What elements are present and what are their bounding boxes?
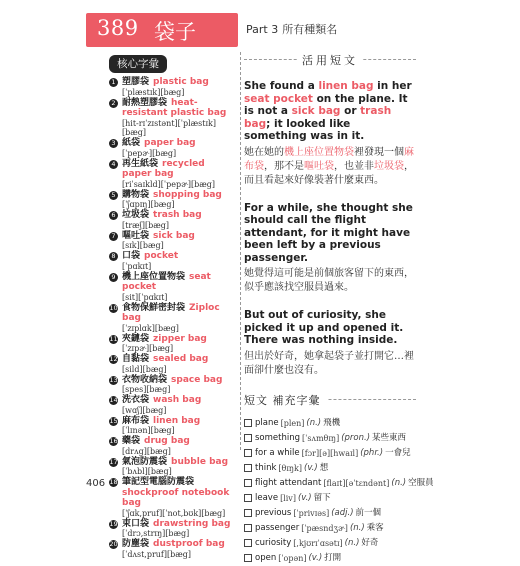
vocab-row	[109, 303, 237, 324]
vocab-chinese: 耐熱塑膠袋	[122, 97, 168, 108]
supplement-phonetic: [ˈprivɪəs]	[293, 508, 330, 518]
vocab-text	[122, 334, 207, 345]
supplement-english: something	[255, 432, 301, 443]
vocab-text	[122, 457, 228, 468]
highlighted-term: 機上座位置物袋	[284, 146, 354, 158]
vocab-text	[122, 138, 196, 149]
vocab-phonetic: [ˈdʌst,pruf][bæg]	[122, 549, 192, 559]
vocab-chinese: 衣物收納袋	[122, 374, 168, 385]
vocab-row	[109, 98, 237, 119]
vocab-row	[109, 519, 237, 530]
vocab-row	[109, 210, 237, 221]
vocab-row	[109, 416, 237, 427]
paragraph-text: or	[340, 105, 361, 117]
vocab-row	[109, 159, 237, 180]
vocab-phonetic: [ˈbʌbl][bæg]	[122, 467, 172, 476]
checkbox-icon	[244, 494, 252, 502]
vocab-phonetic: [ˈdrɔ,strɪŋ][bæg]	[122, 529, 190, 538]
part-category: 所有種類名	[282, 23, 338, 36]
vocab-item	[109, 251, 237, 271]
vocab-phonetic: [wɑʃ][bæg]	[122, 405, 167, 415]
supplement-english: plane	[255, 417, 279, 428]
supplement-item	[244, 461, 416, 476]
supplement-chinese: 前一個	[355, 507, 382, 518]
supplement-pos: (pron.)	[341, 432, 371, 443]
vocab-english: seat pocket	[122, 271, 211, 292]
supplement-item	[244, 521, 416, 536]
supplement-phonetic: [ˈpæsndʒɚ]	[301, 523, 348, 533]
reading-paragraph	[244, 202, 416, 296]
vocab-phonetic: [ˈpɑkɪt]	[122, 261, 152, 271]
supplement-pos: (v.)	[297, 492, 312, 503]
vocab-number: 17	[109, 457, 118, 466]
paragraph-text: 她在她的	[244, 146, 284, 158]
vocab-english: shopping bag	[153, 189, 222, 200]
paragraph-text: 她覺得這可能是前個旅客留下的東西，似乎應該找空服員過來。	[244, 268, 414, 293]
supplement-item	[244, 446, 416, 461]
highlighted-term: 麻布袋	[244, 146, 414, 172]
vocab-item	[109, 210, 237, 230]
supplement-item	[244, 431, 416, 446]
supplement-english: previous	[255, 507, 292, 518]
vocab-text	[122, 98, 237, 119]
vocab-chinese: 自黏袋	[122, 354, 150, 364]
supplement-item	[244, 476, 434, 491]
vocab-number: 5	[109, 191, 118, 200]
reading-paragraphs	[244, 80, 416, 378]
vocab-item	[109, 190, 237, 210]
vocab-number: 4	[109, 160, 118, 169]
supplement-chinese: 乘客	[366, 522, 384, 533]
supplement-vocab-list	[244, 416, 434, 566]
reading-paragraph	[244, 309, 416, 378]
vocab-phonetic: [sit][ˈpɑkɪt]	[122, 292, 168, 302]
vocab-number: 7	[109, 232, 118, 241]
vocab-row	[109, 190, 237, 201]
vocab-number: 19	[109, 519, 118, 528]
supplement-item	[244, 506, 416, 521]
vocab-text	[122, 436, 190, 447]
paragraph-text: ，也並非	[334, 160, 374, 172]
supplement-english: passenger	[255, 522, 300, 533]
vocab-phonetic: [ˈzɪplɑk][bæg]	[122, 323, 179, 333]
supplement-pos: (adj.)	[331, 507, 354, 518]
supplement-english: flight attendant	[255, 477, 322, 488]
vocab-text	[122, 375, 222, 386]
vocab-text	[122, 354, 208, 365]
vocab-text	[122, 231, 195, 242]
vocab-phonetic: [spes][bæg]	[122, 385, 171, 394]
supplement-section-title: 短文 補充字彙	[244, 392, 416, 408]
checkbox-icon	[244, 464, 252, 472]
vocab-english: space bag	[171, 374, 223, 385]
part-label	[246, 21, 337, 37]
vocab-text	[122, 272, 237, 293]
supplement-english: think	[255, 462, 277, 473]
checkbox-icon	[244, 539, 252, 547]
paragraph-chinese	[244, 350, 416, 378]
supplement-pos: (n.)	[349, 522, 365, 533]
vocab-number: 18	[109, 478, 118, 487]
paragraph-text: 裡發現一個	[354, 146, 404, 158]
paragraph-text: 但出於好奇，她拿起袋子並打開它…裡面卻什麼也沒有。	[244, 350, 414, 376]
vocab-number: 14	[109, 396, 118, 405]
supplement-pos: (v.)	[304, 462, 318, 473]
vocab-chinese: 麻布袋	[122, 415, 150, 426]
vocab-item	[109, 159, 237, 190]
supplement-chinese: 打開	[324, 552, 342, 563]
vocab-chinese: 夾鏈袋	[122, 333, 150, 344]
vocab-row	[109, 231, 237, 242]
vocab-phonetic: [riˈsaɪkld][ˈpepɚ][bæg]	[122, 179, 215, 189]
reading-column	[244, 52, 434, 566]
checkbox-icon	[244, 434, 252, 442]
supplement-phonetic: [,kjʊrɪˈɑsətɪ]	[293, 538, 343, 548]
vocab-number: 13	[109, 375, 118, 384]
paragraph-chinese	[244, 267, 416, 295]
vocab-row	[109, 334, 237, 345]
paragraph-text: ，而且看起來好像裝著什麼東西。	[244, 160, 414, 186]
vocab-english: paper bag	[144, 138, 196, 148]
vocab-number: 8	[109, 252, 118, 261]
vocab-row	[109, 436, 237, 447]
vocab-number: 2	[109, 99, 118, 108]
vocab-item	[109, 436, 237, 456]
vocab-number: 3	[109, 139, 118, 148]
paragraph-text: ; it looked like something was in it.	[244, 117, 365, 142]
paragraph-english	[244, 309, 416, 347]
vocab-phonetic: [sild][bæg]	[122, 364, 167, 374]
vocab-text	[122, 159, 237, 180]
vocab-number: 20	[109, 540, 118, 549]
vocab-number: 12	[109, 355, 118, 364]
vocab-chinese: 塑膠袋	[122, 77, 150, 87]
paragraph-chinese	[244, 146, 416, 188]
supplement-item	[244, 491, 416, 506]
vocab-english: drawstring bag	[153, 518, 231, 529]
highlighted-term: trash bag	[244, 105, 392, 130]
vocab-chinese: 垃圾袋	[122, 210, 150, 220]
highlighted-term: linen bag	[318, 80, 374, 92]
vocab-english: pocket	[144, 251, 179, 261]
vocab-number: 11	[109, 334, 118, 343]
column-divider	[240, 52, 241, 450]
supplement-chinese: 想	[319, 462, 329, 473]
vocab-item	[109, 231, 237, 251]
vocab-chinese: 束口袋	[122, 518, 150, 529]
vocab-number: 15	[109, 416, 118, 425]
supplement-chinese: 好奇	[361, 537, 379, 548]
vocab-phonetic: [hit-rɪˈzɪstənt][ˈplæstɪk][bæg]	[122, 118, 217, 137]
vocab-chinese: 口袋	[122, 251, 141, 261]
supplement-chinese: 留下	[313, 492, 331, 503]
paragraph-text: She found a	[244, 80, 319, 92]
vocab-chinese: 購物袋	[122, 189, 150, 200]
paragraph-english	[244, 202, 416, 265]
vocab-text	[122, 251, 178, 262]
vocab-row	[109, 395, 237, 406]
vocab-english: sealed bag	[153, 354, 209, 364]
vocab-chinese: 氣泡防震袋	[122, 456, 168, 467]
vocab-item	[109, 519, 237, 539]
vocab-item	[109, 354, 237, 374]
vocab-item	[109, 334, 237, 354]
vocab-row	[109, 354, 237, 365]
vocab-english: sick bag	[153, 230, 195, 241]
supplement-english: open	[255, 552, 277, 563]
vocab-english: heat-resistant plastic bag	[122, 97, 227, 118]
vocab-row	[109, 77, 237, 88]
vocab-chinese: 食物保鮮密封袋	[122, 302, 186, 313]
vocab-text	[122, 210, 202, 221]
vocab-text	[122, 519, 230, 530]
paragraph-text: ，那不是	[264, 160, 304, 172]
vocab-english: linen bag	[153, 415, 201, 426]
reading-section-title: 活用短文	[244, 52, 416, 68]
vocab-english: drug bag	[144, 436, 190, 446]
highlighted-term: sick bag	[291, 105, 341, 117]
vocab-number: 9	[109, 273, 118, 282]
supplement-item	[244, 416, 416, 431]
vocab-number: 10	[109, 303, 118, 312]
supplement-pos: (v.)	[308, 552, 323, 563]
supplement-pos: (n.)	[344, 537, 360, 548]
vocab-number: 1	[109, 78, 118, 87]
vocab-item	[109, 77, 237, 97]
vocab-row	[109, 477, 237, 509]
supplement-chinese: 空服員	[408, 477, 434, 488]
vocab-item	[109, 395, 237, 415]
vocab-english: shockproof notebook bag	[122, 487, 230, 508]
vocab-text	[122, 477, 237, 509]
vocab-english: plastic bag	[153, 77, 209, 87]
entry-title: 袋子	[154, 20, 196, 44]
vocab-chinese: 紙袋	[122, 138, 141, 148]
vocab-item	[109, 416, 237, 436]
reading-paragraph	[244, 80, 416, 188]
vocab-english: recycled paper bag	[122, 158, 205, 179]
vocab-phonetic: [ˈplæstɪk][bæg]	[122, 87, 185, 97]
vocab-row	[109, 539, 237, 550]
vocab-english: bubble bag	[171, 456, 229, 467]
checkbox-icon	[244, 509, 252, 517]
highlighted-term: 垃圾袋	[374, 160, 404, 172]
vocab-chinese: 再生紙袋	[122, 158, 159, 169]
vocab-english: wash bag	[153, 395, 202, 405]
vocab-phonetic: [ˈpepɚ][bæg]	[122, 148, 177, 158]
vocab-english: dustproof bag	[153, 539, 225, 549]
supplement-item	[244, 551, 416, 566]
vocab-chinese: 嘔吐袋	[122, 230, 150, 241]
vocab-phonetic: [ˈlɪnən][bæg]	[122, 426, 175, 435]
supplement-item	[244, 536, 416, 551]
vocab-text	[122, 539, 225, 550]
vocab-number: 16	[109, 437, 118, 446]
vocab-chinese: 洗衣袋	[122, 395, 150, 405]
supplement-english: curiosity	[255, 537, 292, 548]
entry-header	[86, 13, 238, 47]
supplement-pos: (n.)	[391, 477, 407, 488]
supplement-phonetic: [liv]	[280, 493, 296, 503]
vocab-chinese: 筆記型電腦防震袋	[122, 477, 195, 487]
vocab-item	[109, 98, 237, 138]
vocab-row	[109, 251, 237, 262]
supplement-phonetic: [ˈopən]	[278, 553, 307, 563]
vocab-row	[109, 457, 237, 468]
vocab-item	[109, 375, 237, 395]
vocab-phonetic: [ˈʃɑpɪŋ][bæg]	[122, 200, 175, 209]
vocab-text	[122, 416, 200, 427]
vocab-phonetic: [ˈzɪpɚ][bæg]	[122, 344, 174, 353]
vocab-number: 6	[109, 211, 118, 220]
vocab-item	[109, 272, 237, 303]
vocab-item	[109, 539, 237, 559]
vocab-item	[109, 477, 237, 518]
vocab-phonetic: [sɪk][bæg]	[122, 241, 164, 250]
highlighted-term: 嘔吐袋	[304, 160, 334, 172]
supplement-pos: (n.)	[306, 417, 322, 428]
supplement-chinese: 一會兒	[385, 447, 411, 458]
vocab-item	[109, 457, 237, 477]
vocab-chinese: 機上座位置物袋	[122, 271, 186, 282]
checkbox-icon	[244, 479, 252, 487]
core-vocab-label: 核心字彙	[109, 55, 167, 73]
vocab-text	[122, 190, 222, 201]
vocab-english: Ziploc bag	[122, 302, 220, 323]
vocab-chinese: 防塵袋	[122, 539, 150, 549]
supplement-phonetic: [plen]	[280, 418, 305, 428]
vocab-row	[109, 272, 237, 293]
vocab-english: zipper bag	[153, 333, 207, 344]
vocab-chinese: 藥袋	[122, 436, 141, 446]
core-vocab-column	[109, 52, 237, 560]
vocab-row	[109, 138, 237, 149]
checkbox-icon	[244, 419, 252, 427]
vocab-phonetic: [træʃ][bæg]	[122, 220, 169, 230]
paragraph-text: But out of curiosity, she picked it up and opened it. There was nothing inside.	[244, 309, 404, 346]
supplement-phonetic: [fɔr][ə][hwaɪl]	[301, 448, 359, 458]
supplement-chinese: 某些東西	[372, 432, 407, 443]
core-vocab-list	[109, 77, 237, 559]
paragraph-english	[244, 80, 416, 143]
supplement-phonetic: [θɪŋk]	[278, 463, 303, 473]
vocab-text	[122, 77, 209, 88]
vocab-text	[122, 303, 237, 324]
paragraph-text: in her	[373, 80, 412, 92]
supplement-pos: (phr.)	[360, 447, 384, 458]
paragraph-text: For a while, she thought she should call the flight attendant, for it might have been left by a previous passenger.	[244, 201, 413, 264]
vocab-english: trash bag	[153, 210, 202, 220]
entry-number: 389	[97, 16, 139, 40]
supplement-chinese: 飛機	[323, 417, 341, 428]
supplement-english: leave	[255, 492, 279, 503]
vocab-phonetic: [drʌg][bæg]	[122, 446, 171, 456]
checkbox-icon	[244, 524, 252, 532]
vocab-item	[109, 138, 237, 158]
paragraph-text: on the plane. It is not a	[244, 92, 408, 117]
page-number: 406	[86, 478, 106, 489]
supplement-phonetic: [flaɪt][əˈtɛndənt]	[323, 478, 390, 488]
highlighted-term: seat pocket	[244, 92, 313, 105]
part-number: Part 3	[246, 23, 279, 36]
vocab-item	[109, 303, 237, 334]
checkbox-icon	[244, 449, 252, 457]
vocab-text	[122, 395, 201, 406]
supplement-english: for a while	[255, 447, 300, 458]
vocab-row	[109, 375, 237, 386]
checkbox-icon	[244, 554, 252, 562]
supplement-phonetic: [ˈsʌmθɪŋ]	[302, 433, 340, 443]
vocab-phonetic: [ˈʃɑk,pruf][ˈnot,bʊk][bæg]	[122, 508, 226, 518]
